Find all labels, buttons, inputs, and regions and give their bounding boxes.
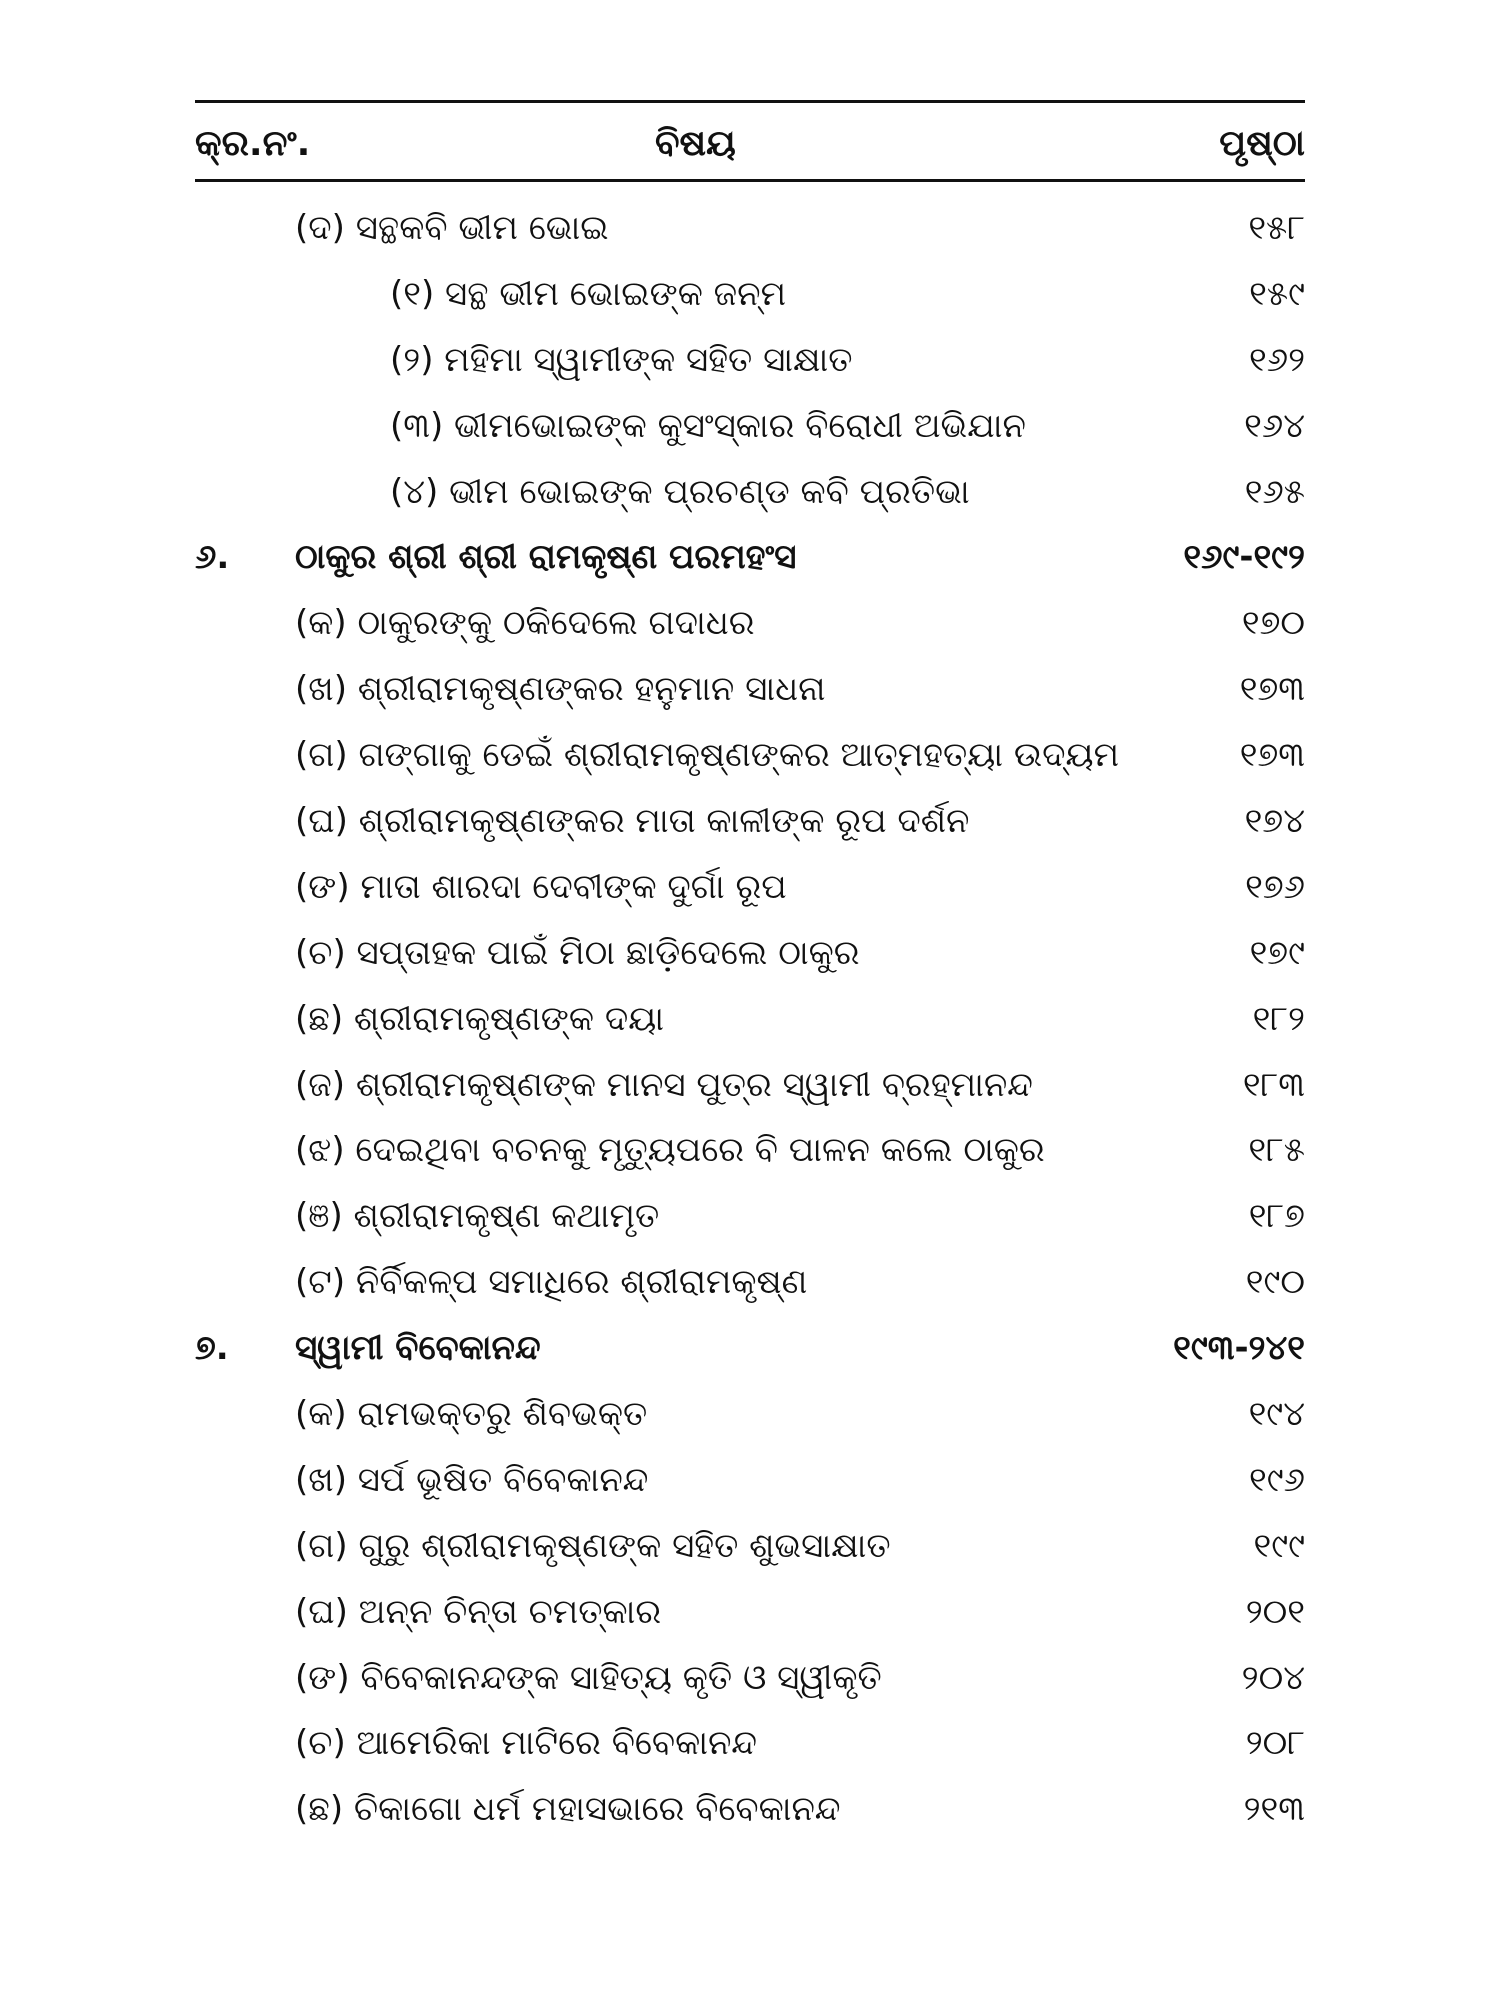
toc-row bbox=[195, 394, 1305, 460]
entry-page: ୧୬୫ bbox=[1244, 471, 1305, 512]
toc-row bbox=[195, 987, 1305, 1053]
entry-page: ୨୦୧ bbox=[1245, 1591, 1305, 1632]
header-rule bbox=[195, 179, 1305, 182]
entry-page: ୧୬୨ bbox=[1249, 339, 1305, 380]
entry-title: (ଖ) ଶ୍ରୀରାମକୃଷ୍ଣଙ୍କର ହନୁମାନ ସାଧନା bbox=[295, 669, 826, 710]
entry-title: (ଦ) ସନ୍ଥକବି ଭୀମ ଭୋଇ bbox=[295, 208, 609, 248]
chapter-page-range: ୧୯୩-୨୪୧ bbox=[1173, 1328, 1305, 1369]
toc-header bbox=[195, 103, 1305, 179]
entry-page: ୨୦୪ bbox=[1241, 1657, 1305, 1698]
chapter-title: ସ୍ୱାମୀ ବିବେକାନନ୍ଦ bbox=[295, 1328, 541, 1369]
entry-page: ୧୯୬ bbox=[1249, 1459, 1305, 1500]
toc-row bbox=[195, 1250, 1305, 1316]
toc-row bbox=[195, 1053, 1305, 1119]
entry-page: ୧୭୩ bbox=[1239, 669, 1305, 710]
toc-row bbox=[195, 1514, 1305, 1580]
entry-title: (୩) ଭୀମଭୋଇଙ୍କ କୁସଂସ୍କାର ବିରୋଧୀ ଅଭିଯାନ bbox=[390, 405, 1026, 446]
toc-row bbox=[195, 196, 1305, 262]
entry-title: (ଖ) ସର୍ପ ଭୂଷିତ ବିବେକାନନ୍ଦ bbox=[295, 1459, 649, 1500]
toc-entries bbox=[195, 196, 1305, 1843]
entry-page: ୧୭୯ bbox=[1249, 932, 1305, 973]
entry-title: (୨) ମହିମା ସ୍ୱାମୀଙ୍କ ସହିତ ସାକ୍ଷାତ bbox=[390, 339, 853, 380]
chapter-page-range: ୧୬୯-୧୯୨ bbox=[1183, 537, 1305, 578]
toc-row bbox=[195, 1646, 1305, 1712]
entry-title: (ଛ) ଚିକାଗୋ ଧର୍ମ ମହାସଭାରେ ବିବେକାନନ୍ଦ bbox=[295, 1789, 841, 1830]
entry-page: ୧୮୭ bbox=[1248, 1196, 1305, 1237]
entry-title: (ଙ) ମାତା ଶାରଦା ଦେବୀଙ୍କ ଦୁର୍ଗା ରୂପ bbox=[295, 866, 787, 907]
toc-row bbox=[195, 1118, 1305, 1184]
toc-row bbox=[195, 1448, 1305, 1514]
entry-page: ୧୭୪ bbox=[1244, 801, 1305, 842]
entry-page: ୧୯୦ bbox=[1245, 1262, 1305, 1303]
toc-row bbox=[195, 460, 1305, 526]
toc-row bbox=[195, 657, 1305, 723]
entry-page: ୧୮୫ bbox=[1248, 1130, 1305, 1171]
entry-page: ୧୯୪ bbox=[1248, 1394, 1305, 1435]
entry-page: ୧୫୮ bbox=[1248, 208, 1305, 248]
entry-title: (ଙ) ବିବେକାନନ୍ଦଙ୍କ ସାହିତ୍ୟ କୃତି ଓ ସ୍ୱୀକୃତି bbox=[295, 1657, 882, 1698]
entry-title: (ଗ) ଗଙ୍ଗାକୁ ଡେଇଁ ଶ୍ରୀରାମକୃଷ୍ଣଙ୍କର ଆତ୍ମହତ୍ୟା ଉଦ୍ୟମ bbox=[295, 735, 1120, 776]
entry-title: (୧) ସନ୍ଥ ଭୀମ ଭୋଇଙ୍କ ଜନ୍ମ bbox=[390, 273, 787, 314]
toc-row bbox=[195, 328, 1305, 394]
entry-title: (୪) ଭୀମ ଭୋଇଙ୍କ ପ୍ରଚଣ୍ଡ କବି ପ୍ରତିଭା bbox=[390, 471, 970, 512]
toc-row bbox=[195, 921, 1305, 987]
entry-title: (ଝ) ଦେଇଥିବା ବଚନକୁ ମୃତ୍ୟୁପରେ ବି ପାଳନ କଲେ ଠାକୁର bbox=[295, 1130, 1045, 1171]
entry-page: ୧୭୦ bbox=[1241, 603, 1305, 644]
entry-title: (ଚ) ସପ୍ତାହକ ପାଇଁ ମିଠା ଛାଡ଼ିଦେଲେ ଠାକୁର bbox=[295, 932, 860, 973]
chapter-number: ୬. bbox=[195, 537, 230, 578]
entry-title: (ଘ) ଶ୍ରୀରାମକୃଷ୍ଣଙ୍କର ମାତା କାଳୀଙ୍କ ରୂପ ଦର୍ଶନ bbox=[295, 801, 970, 842]
entry-title: (ଞ) ଶ୍ରୀରାମକୃଷ୍ଣ କଥାମୃତ bbox=[295, 1196, 660, 1237]
entry-title: (ଚ) ଆମେରିକା ମାଟିରେ ବିବେକାନନ୍ଦ bbox=[295, 1723, 758, 1764]
entry-page: ୧୬୪ bbox=[1244, 405, 1305, 446]
toc-row bbox=[195, 591, 1305, 657]
toc-row bbox=[195, 855, 1305, 921]
entry-page: ୧୯୯ bbox=[1253, 1525, 1305, 1566]
entry-page: ୧୮୨ bbox=[1252, 998, 1305, 1039]
toc-row bbox=[195, 723, 1305, 789]
header-page-label: ପୃଷ୍ଠା bbox=[1219, 123, 1305, 164]
chapter-title: ଠାକୁର ଶ୍ରୀ ଶ୍ରୀ ରାମକୃଷ୍ଣ ପରମହଂସ bbox=[295, 537, 797, 578]
toc-chapter-row bbox=[195, 1316, 1305, 1382]
entry-title: (ଗ) ଗୁରୁ ଶ୍ରୀରାମକୃଷ୍ଣଙ୍କ ସହିତ ଶୁଭସାକ୍ଷାତ bbox=[295, 1525, 891, 1566]
entry-title: (ଟ) ନିର୍ବିକଳ୍ପ ସମାଧିରେ ଶ୍ରୀରାମକୃଷ୍ଣ bbox=[295, 1262, 808, 1303]
entry-page: ୨୦୮ bbox=[1245, 1723, 1305, 1764]
toc-chapter-row bbox=[195, 525, 1305, 591]
toc-row bbox=[195, 1184, 1305, 1250]
toc-row bbox=[195, 1382, 1305, 1448]
header-number-label: କ୍ର.ନଂ. bbox=[195, 123, 311, 164]
entry-page: ୧୮୩ bbox=[1242, 1064, 1305, 1105]
entry-title: (କ) ରାମଭକ୍ତରୁ ଶିବଭକ୍ତ bbox=[295, 1394, 648, 1435]
toc-row bbox=[195, 1777, 1305, 1843]
entry-title: (ଛ) ଶ୍ରୀରାମକୃଷ୍ଣଙ୍କ ଦୟା bbox=[295, 998, 665, 1039]
entry-title: (ଘ) ଅନ୍ନ ଚିନ୍ତା ଚମତ୍କାର bbox=[295, 1591, 662, 1632]
header-subject-label: ବିଷୟ bbox=[655, 123, 736, 164]
entry-title: (ଜ) ଶ୍ରୀରାମକୃଷ୍ଣଙ୍କ ମାନସ ପୁତ୍ର ସ୍ୱାମୀ ବ୍ରହ୍ମାନନ୍ଦ bbox=[295, 1064, 1033, 1105]
chapter-number: ୭. bbox=[195, 1328, 229, 1369]
table-of-contents bbox=[195, 100, 1305, 1843]
entry-page: ୧୫୯ bbox=[1249, 273, 1305, 314]
entry-page: ୨୧୩ bbox=[1243, 1789, 1305, 1830]
entry-title: (କ) ଠାକୁରଙ୍କୁ ଠକିଦେଲେ ଗଦାଧର bbox=[295, 603, 755, 644]
entry-page: ୧୭୩ bbox=[1239, 735, 1305, 776]
toc-row bbox=[195, 789, 1305, 855]
entry-page: ୧୭୬ bbox=[1245, 866, 1305, 907]
toc-row bbox=[195, 1580, 1305, 1646]
toc-row bbox=[195, 1711, 1305, 1777]
toc-row bbox=[195, 262, 1305, 328]
